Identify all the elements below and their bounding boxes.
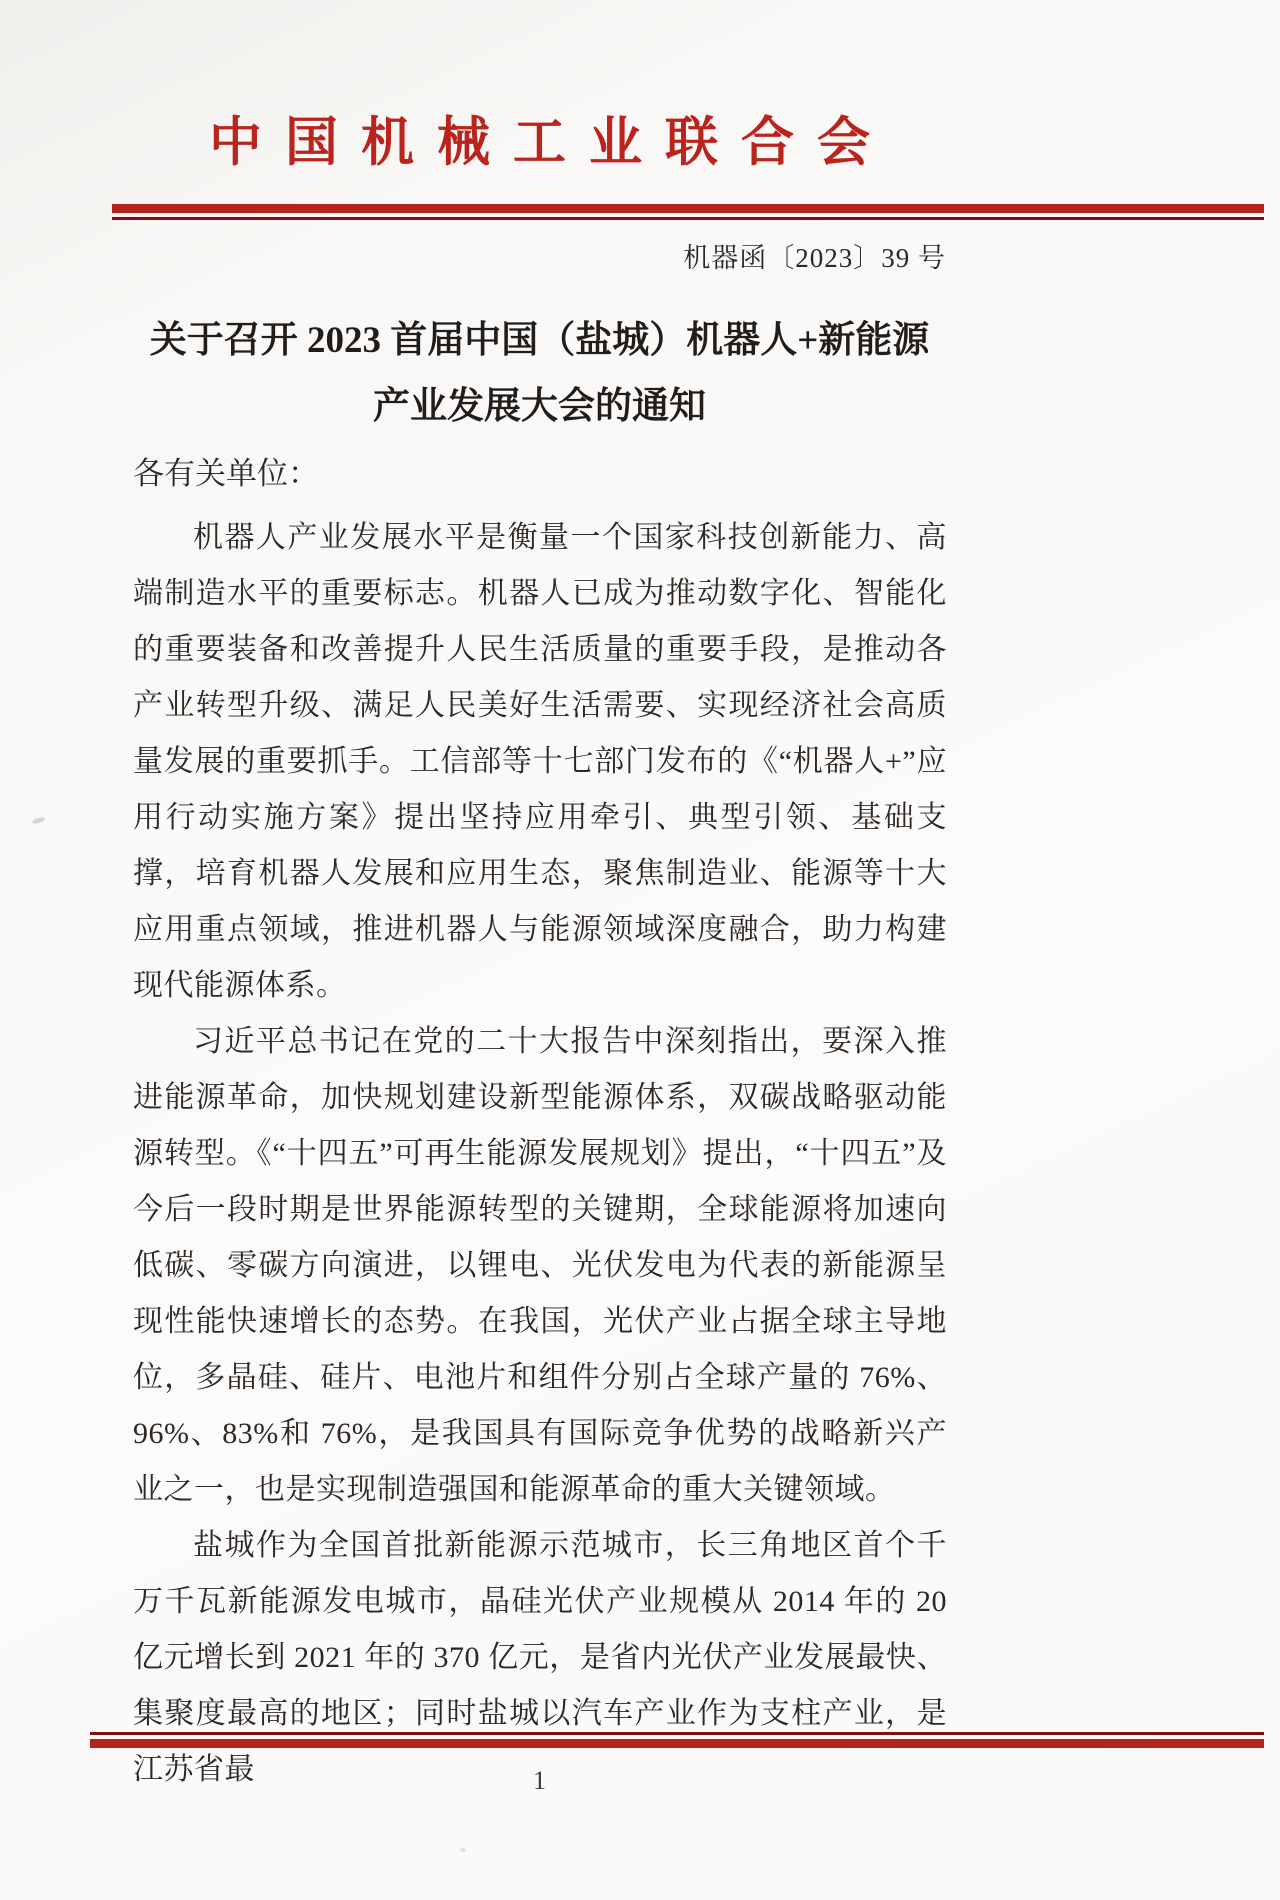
body-paragraph-2: 习近平总书记在党的二十大报告中深刻指出，要深入推进能源革命，加快规划建设新型能源体系，双碳战略驱动能源转型。《“十四五”可再生能源发展规划》提出，“十四五”及今后一段时期是世界能源转型的关键期，全球能源将加速向低碳、零碳方向演进，以锂电、光伏发电为代表的新能源呈现性能快速增长的态势。在我国，光伏产业占据全球主导地位，多晶硅、硅片、电池片和组件分别占全球产量的 76%、96%、83%和 76%，是我国具有国际竞争优势的战略新兴产业之一，也是实现制造强国和能源革命的重大关键领域。 <box>133 1025 947 1506</box>
scan-artifact <box>460 1848 466 1852</box>
footer-divider <box>90 1732 1264 1748</box>
footer-divider-thick-line <box>90 1739 1264 1748</box>
divider-thin-line <box>112 217 1264 220</box>
doc-title <box>133 308 946 440</box>
scan-artifact <box>32 816 46 825</box>
doc-body <box>133 510 947 1798</box>
footer-divider-thin-line <box>90 1732 1264 1735</box>
salutation: 各有关单位： <box>133 456 319 491</box>
doc-title-line-1: 关于召开 2023 首届中国（盐城）机器人+新能源 <box>149 320 930 361</box>
body-paragraph-3: 盐城作为全国首批新能源示范城市，长三角地区首个千万千瓦新能源发电城市，晶硅光伏产业规模从 2014 年的 20 亿元增长到 2021 年的 370 亿元，是省内光伏产业发展最快、集聚度最高的地区；同时盐城以汽车产业作为支柱产业，是江苏省最 <box>133 1529 947 1786</box>
body-paragraph-1: 机器人产业发展水平是衡量一个国家科技创新能力、高端制造水平的重要标志。机器人已成为推动数字化、智能化的重要装备和改善提升人民生活质量的重要手段，是推动各产业转型升级、满足人民美好生活需要、实现经济社会高质量发展的重要抓手。工信部等十七部门发布的《“机器人+”应用行动实施方案》提出坚持应用牵引、典型引领、基础支撑，培育机器人发展和应用生态，聚焦制造业、能源等十大应用重点领域，推进机器人与能源领域深度融合，助力构建现代能源体系。 <box>133 521 947 1002</box>
divider-thick-line <box>112 204 1264 213</box>
letterhead-divider <box>112 204 1264 220</box>
doc-title-line-2: 产业发展大会的通知 <box>373 386 706 427</box>
letterhead-org-name: 中国机械工业联合会 <box>209 114 893 172</box>
doc-reference-number: 机器函〔2023〕39 号 <box>683 243 946 273</box>
page-number: 1 <box>533 1766 546 1795</box>
